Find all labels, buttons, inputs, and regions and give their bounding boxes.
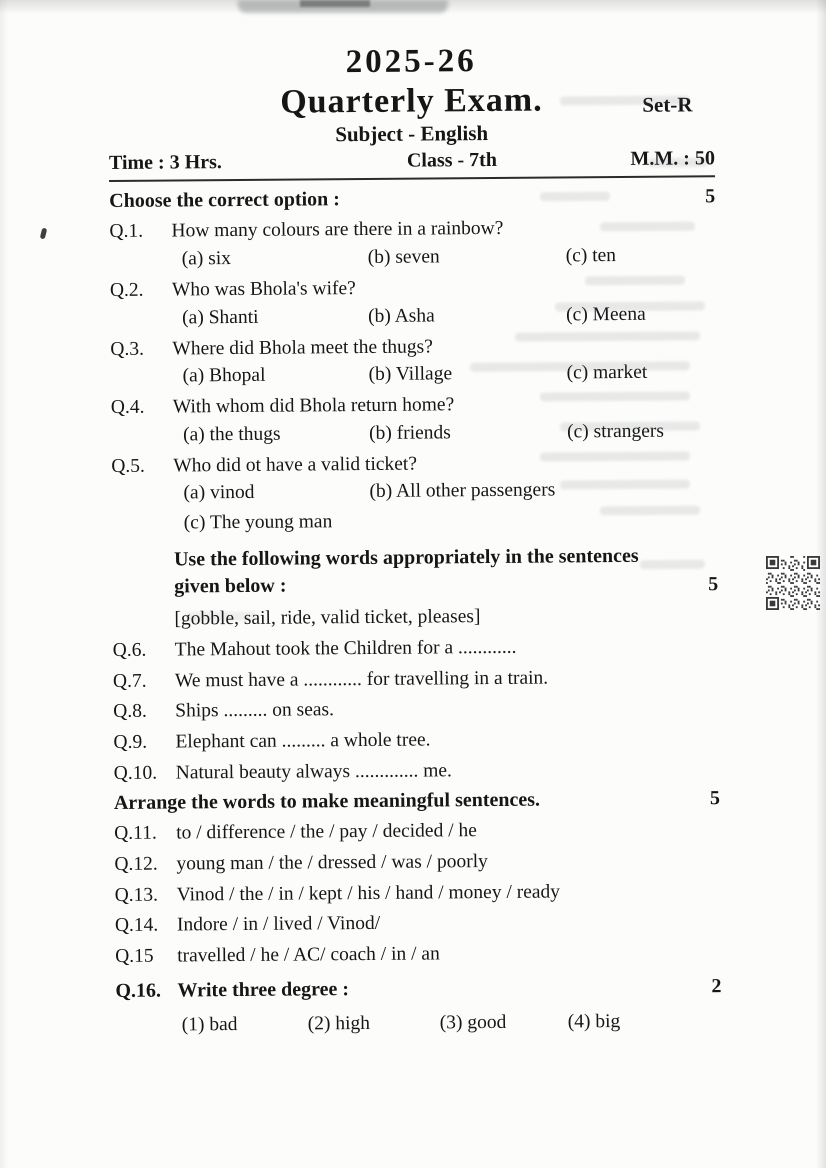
paper-header <box>108 41 715 182</box>
section-marks: 5 <box>709 786 721 809</box>
question-text: Elephant can ......... a whole tree. <box>175 729 431 753</box>
question-number: Q.14. <box>114 915 159 937</box>
section-marks: 5 <box>705 185 716 208</box>
question-text: travelled / he / AC/ coach / in / an <box>177 943 440 967</box>
question-row <box>114 848 720 877</box>
question-row <box>115 974 721 1003</box>
question-text: Who did ot have a valid ticket? <box>173 453 418 477</box>
section-heading-text: Arrange the words to make meaningful sentences. <box>113 788 541 814</box>
word-bank: [gobble, sail, ride, valid ticket, pleases] <box>174 606 481 630</box>
option: (b) seven <box>367 246 440 269</box>
exam-title: Quarterly Exam. <box>280 81 543 121</box>
option: (4) big <box>567 1011 621 1033</box>
option: (a) the thugs <box>182 423 281 446</box>
question-text: young man / the / dressed / was / poorly <box>176 850 488 875</box>
option: (a) Shanti <box>182 306 259 329</box>
question-text: Where did Bhola meet the thugs? <box>172 335 433 360</box>
scan-artifact <box>40 228 48 240</box>
question-row <box>115 879 721 908</box>
class-label: Class - 7th <box>406 148 497 172</box>
option: (a) vinod <box>183 482 255 504</box>
question-text: How many colours are there in a rainbow? <box>171 218 504 242</box>
option: (c) market <box>566 362 648 384</box>
question-text: With whom did Bhola return home? <box>172 394 455 418</box>
option: (b) Asha <box>368 305 435 327</box>
time-allowed: Time : 3 Hrs. <box>108 151 222 174</box>
qr-code <box>766 556 820 610</box>
options-row <box>110 243 716 272</box>
scan-artifact <box>560 96 690 106</box>
option: (a) six <box>181 248 232 270</box>
question-row <box>113 634 719 663</box>
question-text: We must have a ............ for travelling in a train. <box>174 667 549 692</box>
section-heading <box>112 542 718 601</box>
scan-artifact <box>186 612 256 621</box>
scan-artifact <box>300 0 370 7</box>
scan-artifact <box>470 361 690 372</box>
question-number: Q.6. <box>112 639 147 661</box>
option: (c) strangers <box>566 420 665 443</box>
question-row <box>113 726 719 755</box>
set-label: Set-R <box>642 92 693 117</box>
scan-artifact <box>540 451 690 461</box>
question-number: Q.2. <box>109 279 144 301</box>
scan-artifact <box>540 192 610 201</box>
question-text: Natural beauty always ............. me. <box>175 760 452 784</box>
question-text: Who was Bhola's wife? <box>171 278 356 301</box>
option: (3) good <box>439 1012 507 1034</box>
scan-artifact <box>560 422 700 432</box>
question-row <box>114 757 720 786</box>
option: (c) Meena <box>566 303 646 326</box>
question-text: to / difference / the / pay / decided / he <box>176 820 477 844</box>
section-heading <box>114 786 720 815</box>
scan-artifact <box>540 391 690 401</box>
question-row <box>113 665 719 694</box>
scan-artifact <box>600 222 695 232</box>
question-number: Q.12. <box>114 853 158 875</box>
question-number: Q.1. <box>109 221 144 243</box>
question-text: Indore / in / lived / Vinod/ <box>176 913 381 936</box>
scan-artifact <box>515 331 700 341</box>
question-row <box>115 910 721 939</box>
scan-artifact <box>555 301 705 311</box>
option: (b) friends <box>368 422 451 444</box>
scan-artifact <box>585 276 685 286</box>
question-number: Q.4. <box>110 396 145 419</box>
scan-artifact <box>640 560 705 569</box>
scan-artifact <box>600 506 700 516</box>
option: (b) Village <box>368 363 453 386</box>
question-number: Q.16. <box>115 979 162 1002</box>
question-text: Write three degree : <box>177 978 350 1002</box>
scan-artifact <box>560 480 690 490</box>
question-number: Q.11. <box>114 822 157 845</box>
question-number: Q.9. <box>113 731 148 754</box>
max-marks: M.M. : 50 <box>630 147 715 170</box>
question-number: Q.5. <box>111 455 145 477</box>
question-number: Q.7. <box>112 670 147 692</box>
question-text: Vinod / the / in / kept / his / hand / money / ready <box>176 881 561 906</box>
option: (a) Bhopal <box>182 365 266 387</box>
question-number: Q.15 <box>115 945 154 968</box>
subject-line: Subject - English <box>335 121 489 147</box>
options-row <box>116 1010 722 1039</box>
question-row <box>115 940 721 969</box>
option: (2) high <box>307 1013 371 1035</box>
question-number: Q.13. <box>114 884 159 906</box>
header-divider <box>109 175 715 182</box>
meta-row <box>109 147 715 175</box>
option: (b) All other passengers <box>369 479 556 503</box>
question-row <box>114 817 720 846</box>
option: (1) bad <box>181 1014 238 1036</box>
section-heading-text: Choose the correct option : <box>109 188 340 212</box>
question-text: Ships ......... on seas. <box>175 699 335 722</box>
section-heading-text: Use the following words appropriately in the sentences given below : <box>173 544 639 598</box>
question-marks: 2 <box>711 975 722 998</box>
exam-year: 2025-26 <box>345 43 477 81</box>
option: (c) The young man <box>183 511 333 534</box>
question-row <box>113 696 719 725</box>
question-number: Q.3. <box>110 338 145 360</box>
question-number: Q.8. <box>113 701 147 723</box>
question-number: Q.10. <box>113 762 158 784</box>
question-text: The Mahout took the Children for a ............ <box>174 636 517 661</box>
section-marks: 5 <box>708 572 719 595</box>
paper-sheet <box>108 41 722 1049</box>
scan-artifact <box>648 158 708 167</box>
option: (c) ten <box>565 245 617 267</box>
section-heading <box>109 184 715 213</box>
